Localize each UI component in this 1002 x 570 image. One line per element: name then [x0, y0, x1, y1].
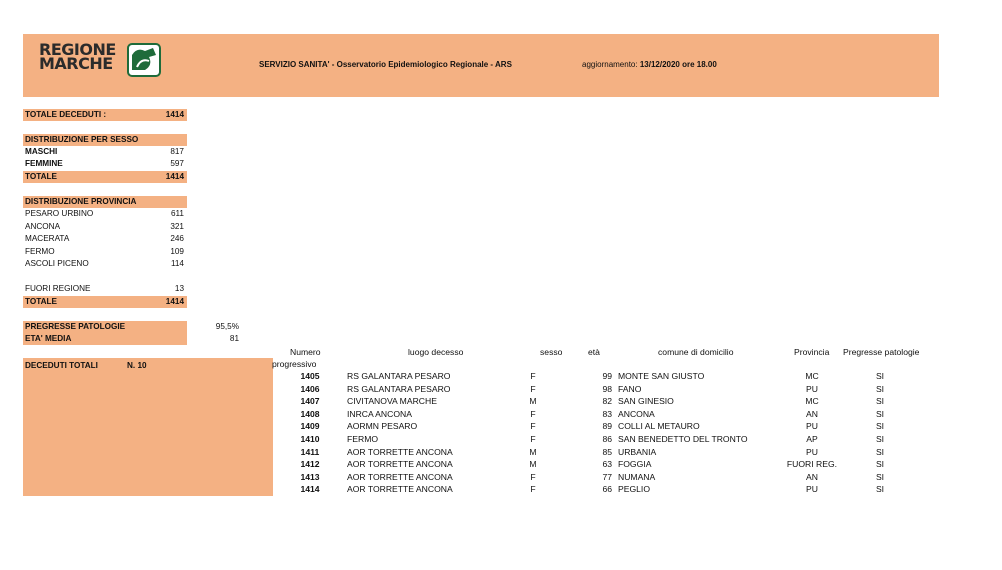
- sesso-label: MASCHI: [25, 147, 58, 156]
- cell-provincia: AN: [806, 408, 818, 419]
- provincia-total-value: 1414: [165, 297, 184, 306]
- col-header-patologie: Pregresse patologie: [843, 347, 920, 357]
- cell-sesso: M: [529, 459, 537, 470]
- cell-eta: 86: [602, 434, 612, 444]
- cell-eta: 82: [602, 396, 612, 407]
- table-row: [280, 395, 940, 408]
- cell-eta: 63: [602, 459, 612, 470]
- provincia-row: [23, 246, 187, 258]
- cell-provincia: PU: [806, 383, 818, 394]
- cell-numero: 1406: [300, 383, 320, 394]
- cell-numero: 1409: [300, 421, 320, 432]
- cell-comune: MONTE SAN GIUSTO: [618, 371, 705, 381]
- provincia-row: [23, 233, 187, 245]
- cell-numero: 1410: [300, 434, 320, 444]
- cell-comune: SAN GINESIO: [618, 396, 674, 407]
- sesso-total-value: 1414: [165, 172, 184, 181]
- cell-numero: 1408: [300, 408, 320, 419]
- cell-comune: FOGGIA: [618, 459, 652, 470]
- cell-numero: 1414: [300, 484, 320, 495]
- cell-comune: FANO: [618, 383, 642, 394]
- sesso-label: FEMMINE: [25, 159, 63, 168]
- cell-sesso: M: [529, 446, 537, 457]
- col-header-sesso: sesso: [540, 347, 563, 357]
- table-row: [280, 458, 940, 471]
- fuori-regione-row: [23, 283, 187, 295]
- cell-sesso: F: [530, 408, 536, 419]
- provincia-label: PESARO URBINO: [25, 209, 94, 218]
- cell-luogo: AOR TORRETTE ANCONA: [347, 446, 453, 457]
- cell-provincia: AN: [806, 471, 818, 482]
- cell-luogo: AOR TORRETTE ANCONA: [347, 471, 453, 482]
- cell-patologie: SI: [875, 446, 885, 457]
- provincia-label: MACERATA: [25, 234, 70, 243]
- col-header-numero: [272, 347, 321, 369]
- cell-patologie: SI: [875, 408, 885, 419]
- logo-line2: MARCHE: [39, 54, 113, 73]
- cell-eta: 89: [602, 421, 612, 432]
- deceduti-totali-count: N. 10: [127, 361, 147, 370]
- cell-eta: 98: [602, 383, 612, 394]
- cell-luogo: AORMN PESARO: [347, 421, 418, 432]
- cell-numero: 1411: [300, 446, 320, 457]
- cell-eta: 85: [602, 446, 612, 457]
- eta-media-value: 81: [229, 334, 239, 343]
- provincia-label: ANCONA: [25, 221, 61, 231]
- table-row: [280, 471, 940, 484]
- provincia-label: FERMO: [25, 246, 55, 256]
- cell-numero: 1405: [300, 371, 320, 381]
- totale-deceduti-value: 1414: [165, 110, 184, 119]
- cell-provincia: FUORI REG.: [786, 459, 838, 470]
- cell-provincia: MC: [805, 371, 819, 381]
- cell-patologie: SI: [875, 421, 885, 432]
- fuori-regione-label: FUORI REGIONE: [25, 284, 91, 293]
- cell-luogo: FERMO: [347, 434, 379, 444]
- cell-patologie: SI: [875, 396, 885, 407]
- table-row: [280, 383, 940, 396]
- cell-numero: 1412: [300, 459, 320, 470]
- cell-luogo: RS GALANTARA PESARO: [347, 383, 451, 394]
- provincia-title: DISTRIBUZIONE PROVINCIA: [25, 197, 137, 206]
- cell-luogo: RS GALANTARA PESARO: [347, 371, 451, 381]
- provincia-value: 321: [170, 221, 184, 231]
- cell-provincia: PU: [806, 484, 818, 495]
- cell-patologie: SI: [875, 383, 885, 394]
- cell-numero: 1413: [300, 471, 320, 482]
- sesso-total-label: TOTALE: [25, 172, 57, 181]
- provincia-row: [23, 221, 187, 233]
- provincia-title-row: [23, 196, 187, 208]
- cell-patologie: SI: [875, 459, 885, 470]
- cell-provincia: PU: [806, 446, 818, 457]
- provincia-value: 611: [170, 209, 184, 218]
- table-row: [280, 483, 940, 496]
- provincia-label: ASCOLI PICENO: [25, 259, 89, 268]
- provincia-total-row: [23, 296, 187, 308]
- pregresse-value: 95,5%: [215, 322, 239, 331]
- update-label: aggiornamento:: [582, 60, 638, 69]
- header-banner: [23, 34, 939, 97]
- region-logo-icon: [127, 43, 161, 77]
- cell-provincia: AP: [806, 434, 818, 444]
- col-header-numero-line1: Numero: [290, 347, 321, 357]
- cell-sesso: F: [530, 484, 536, 495]
- cell-comune: COLLI AL METAURO: [618, 421, 700, 432]
- sesso-row-maschi: [23, 146, 187, 158]
- cell-luogo: CIVITANOVA MARCHE: [347, 396, 437, 407]
- table-row: [280, 420, 940, 433]
- service-title: SERVIZIO SANITA' - Osservatorio Epidemiologico Regionale - ARS: [259, 60, 512, 69]
- cell-sesso: F: [530, 371, 536, 381]
- col-header-numero-line2: progressivo: [272, 359, 317, 369]
- totale-deceduti-label: TOTALE DECEDUTI :: [25, 110, 107, 119]
- totale-deceduti-row: [23, 109, 187, 121]
- provincia-row: [23, 258, 187, 270]
- logo-line1: REGIONE: [39, 40, 116, 59]
- cell-sesso: F: [530, 383, 536, 394]
- table-row: [280, 370, 940, 383]
- deceduti-totali-box: [23, 358, 273, 496]
- cell-comune: URBANIA: [618, 446, 657, 457]
- col-header-luogo: luogo decesso: [408, 347, 464, 357]
- cell-patologie: SI: [875, 371, 885, 381]
- cell-comune: ANCONA: [618, 408, 655, 419]
- cell-patologie: SI: [875, 484, 885, 495]
- col-header-provincia: Provincia: [794, 347, 830, 357]
- cell-eta: 66: [602, 484, 612, 495]
- cell-provincia: MC: [805, 396, 819, 407]
- update-value: 13/12/2020 ore 18.00: [639, 60, 717, 69]
- provincia-value: 114: [170, 259, 184, 268]
- provincia-row: [23, 208, 187, 220]
- sesso-value: 817: [170, 147, 184, 156]
- eta-media-label: ETA' MEDIA: [25, 334, 72, 343]
- sesso-title-row: [23, 134, 187, 146]
- cell-comune: SAN BENEDETTO DEL TRONTO: [618, 434, 748, 444]
- update-info: [582, 60, 717, 69]
- provincia-total-label: TOTALE: [25, 297, 57, 306]
- provincia-value: 246: [170, 234, 184, 243]
- logo-text: [39, 40, 116, 73]
- cell-eta: 77: [602, 471, 612, 482]
- cell-numero: 1407: [300, 396, 320, 407]
- sesso-value: 597: [170, 159, 184, 168]
- col-header-eta: età: [588, 347, 600, 357]
- cell-sesso: F: [530, 471, 536, 482]
- cell-eta: 83: [602, 408, 612, 419]
- pregresse-label: PREGRESSE PATOLOGIE: [25, 322, 126, 331]
- table-row: [280, 408, 940, 421]
- cell-provincia: PU: [806, 421, 818, 432]
- sesso-total-row: [23, 171, 187, 183]
- cell-sesso: F: [530, 434, 536, 444]
- fuori-regione-value: 13: [174, 284, 184, 293]
- sesso-row-femmine: [23, 158, 187, 170]
- cell-sesso: F: [530, 421, 536, 432]
- cell-comune: PEGLIO: [618, 484, 650, 495]
- sesso-title: DISTRIBUZIONE PER SESSO: [25, 135, 139, 144]
- cell-eta: 99: [602, 371, 612, 381]
- cell-patologie: SI: [875, 434, 885, 444]
- table-row: [280, 433, 940, 446]
- table-row: [280, 446, 940, 459]
- deceduti-totali-label: DECEDUTI TOTALI: [25, 361, 98, 370]
- col-header-comune: comune di domicilio: [658, 347, 734, 357]
- provincia-value: 109: [170, 246, 184, 256]
- cell-luogo: INRCA ANCONA: [347, 408, 412, 419]
- cell-comune: NUMANA: [618, 471, 656, 482]
- cell-luogo: AOR TORRETTE ANCONA: [347, 459, 453, 470]
- cell-patologie: SI: [875, 471, 885, 482]
- cell-sesso: M: [529, 396, 537, 407]
- cell-luogo: AOR TORRETTE ANCONA: [347, 484, 453, 495]
